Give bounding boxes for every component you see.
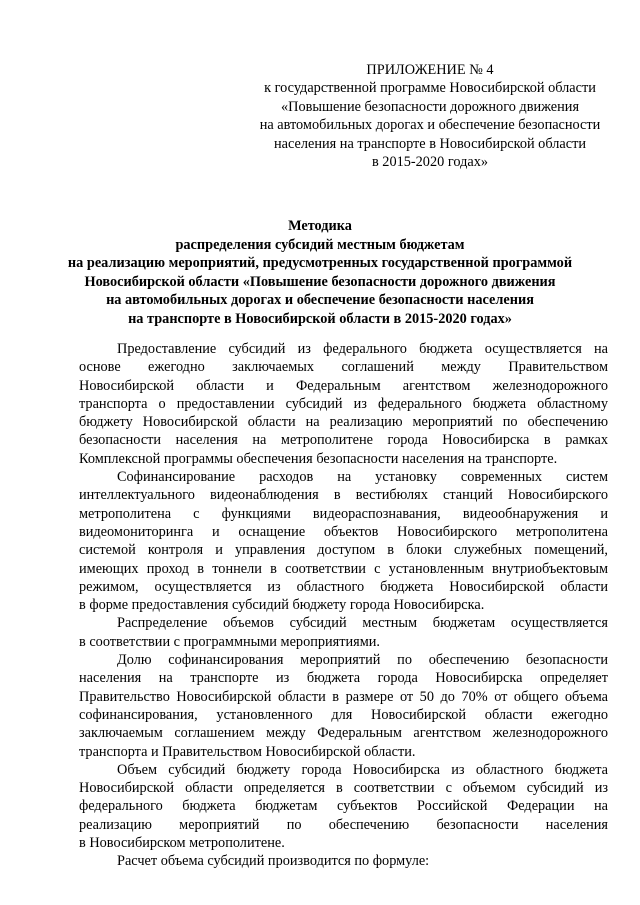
appendix-line: к государственной программе Новосибирской области bbox=[264, 80, 596, 97]
appendix-line: ПРИЛОЖЕНИЕ № 4 bbox=[366, 62, 494, 78]
body-line: Расчет объема субсидий производится по формуле: bbox=[117, 853, 430, 870]
body-line: Софинансирование расходов на установку современных систем bbox=[117, 469, 608, 486]
body-line: реализацию мероприятий по обеспечению безопасности населения bbox=[79, 816, 608, 833]
body-line: софинансирования, установленного для Новосибирской области ежегодно bbox=[79, 706, 608, 723]
title-line: на транспорте в Новосибирской области в 2015-2020 годах» bbox=[128, 310, 512, 327]
body-line: в форме предоставления субсидий бюджету города Новосибирска. bbox=[79, 597, 485, 614]
body-line: имеющих проход в тоннели в соответствии с установленным внутриобъектовым bbox=[79, 560, 608, 577]
body-line: Долю софинансирования мероприятий по обеспечению безопасности bbox=[117, 652, 608, 669]
appendix-line: в 2015-2020 годах» bbox=[371, 154, 488, 171]
body-line: Объем субсидий бюджету города Новосибирска из областного бюджета bbox=[117, 761, 608, 778]
body-line: транспорта о предоставлении субсидий из федерального бюджета областному bbox=[79, 395, 608, 412]
title-line: распределения субсидий местным бюджетам bbox=[175, 236, 465, 253]
body-line: в Новосибирском метрополитене. bbox=[79, 835, 285, 852]
body-line: Правительство Новосибирской области в размере от 50 до 70% от общего объема bbox=[79, 688, 608, 705]
body-line: безопасности населения на метрополитене города Новосибирска в рамках bbox=[79, 432, 608, 449]
body-line: Новосибирской области определяется в соответствии с объемом субсидий из bbox=[79, 780, 608, 797]
title-line: на реализацию мероприятий, предусмотренных государственной программой bbox=[67, 255, 573, 272]
title-line: на автомобильных дорогах и обеспечение безопасности населения bbox=[106, 292, 534, 309]
body-line: основе ежегодно заключаемых соглашений между Правительством bbox=[79, 359, 608, 376]
body-line: режимом, осуществляется из областного бюджета Новосибирской области bbox=[79, 578, 608, 595]
body-line: системой контроля и управления доступом в блоки служебных помещений, bbox=[79, 542, 608, 559]
document-title bbox=[60, 217, 580, 329]
body-line: интеллектуального видеонаблюдения в вестибюлях станций Новосибирского bbox=[79, 487, 608, 504]
body-line: транспорта и Правительством Новосибирской области. bbox=[79, 743, 416, 760]
appendix-header bbox=[240, 61, 620, 171]
appendix-line: на автомобильных дорогах и обеспечение безопасности bbox=[259, 117, 601, 134]
body-line: Новосибирской области и Федеральным агентством железнодорожного bbox=[79, 377, 608, 394]
body-line: Комплексной программы обеспечения безопасности населения на транспорте. bbox=[79, 450, 558, 467]
body-line: видеомониторинга и оснащение объектов Новосибирского метрополитена bbox=[79, 523, 608, 540]
body-line: в соответствии с программными мероприятиями. bbox=[79, 633, 380, 650]
appendix-line: населения на транспорте в Новосибирской области bbox=[274, 135, 586, 152]
body-line: Распределение объемов субсидий местным бюджетам осуществляется bbox=[117, 615, 608, 632]
body-line: Предоставление субсидий из федерального бюджета осуществляется на bbox=[117, 341, 608, 357]
appendix-line: «Повышение безопасности дорожного движения bbox=[280, 98, 580, 115]
body-line: метрополитена с функциями видеораспознавания, видеообнаружения и bbox=[79, 505, 608, 522]
title-line: Методика bbox=[288, 218, 352, 234]
body-line: населения на транспорте из бюджета города Новосибирска определяет bbox=[79, 670, 608, 687]
body-line: заключаемым соглашением между Федеральным агентством железнодорожного bbox=[79, 725, 608, 742]
title-line: Новосибирской области «Повышение безопасности дорожного движения bbox=[84, 273, 556, 290]
body-line: бюджету Новосибирской области на реализацию мероприятий по обеспечению bbox=[79, 414, 608, 431]
document-body bbox=[79, 340, 608, 871]
body-line: федерального бюджета бюджетам субъектов Российской Федерации на bbox=[79, 798, 608, 815]
